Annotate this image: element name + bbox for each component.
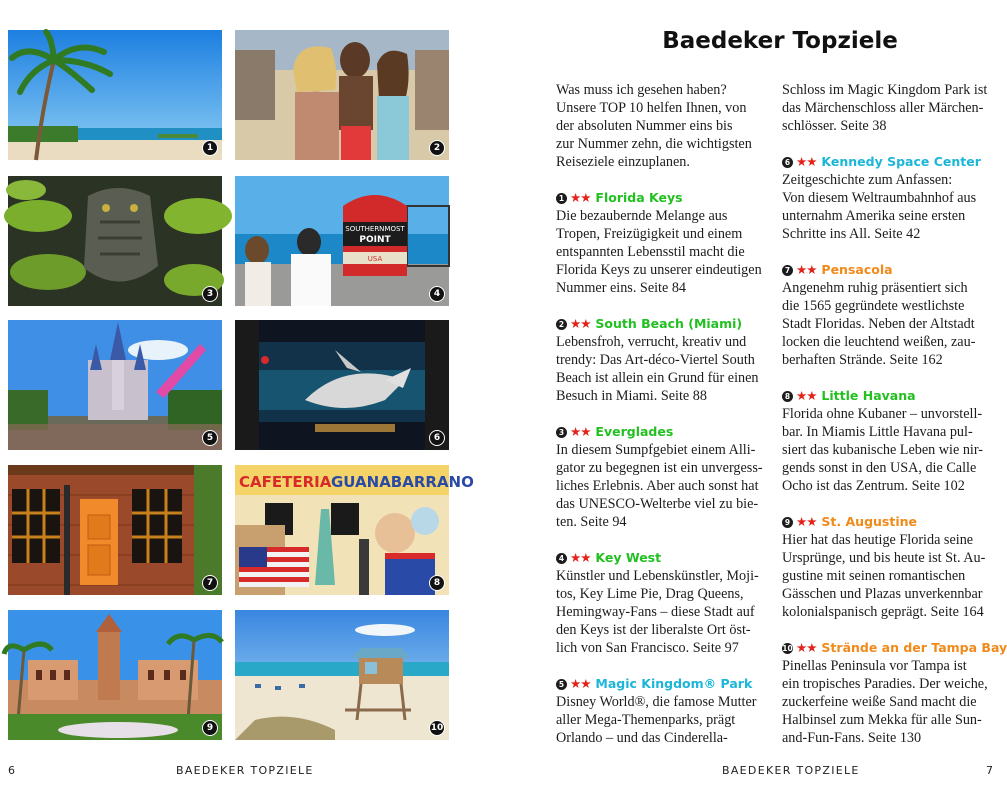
entry-heading bbox=[782, 387, 1007, 405]
number-badge: 9 bbox=[782, 517, 793, 528]
photo-number: 4 bbox=[429, 286, 445, 302]
entry-name: Little Havana bbox=[821, 388, 916, 403]
entry-line: zuckerfeine weiße Sand macht die bbox=[782, 694, 977, 710]
entry-line: Schritte ins All. Seite 42 bbox=[782, 226, 921, 242]
sign-text-cafeteria: CAFETERIA bbox=[239, 473, 332, 491]
space-shuttle-image bbox=[235, 320, 449, 450]
photo-beach-people bbox=[235, 30, 449, 160]
entry-line: Künstler und Lebenskünstler, Moji- bbox=[556, 568, 759, 584]
photo-palm-beach bbox=[8, 30, 222, 160]
entry-heading bbox=[782, 153, 1007, 171]
topziel-entry bbox=[556, 423, 763, 531]
intro-paragraph bbox=[556, 81, 763, 171]
entry-line: die 1565 gegründete westlichste bbox=[782, 298, 965, 314]
entry-line: Zeitgeschichte zum Anfassen: bbox=[782, 172, 953, 188]
entry-line: Florida Keys zu unserer eindeutigen bbox=[556, 262, 762, 278]
entry-line: das Märchenschloss aller Märchen- bbox=[782, 100, 984, 116]
entry-line: tos, Key Lime Pie, Drag Queens, bbox=[556, 586, 744, 602]
star-rating-icon: ★★ bbox=[570, 676, 591, 691]
entry-line: unternahm Amerika seine ersten bbox=[782, 208, 966, 224]
southernmost-point-image bbox=[235, 176, 449, 306]
star-rating-icon: ★★ bbox=[570, 316, 591, 331]
entry-line: berhaften Strände. Seite 162 bbox=[782, 352, 943, 368]
number-badge: 8 bbox=[782, 391, 793, 402]
entry-name: Strände an der Tampa Bay bbox=[821, 640, 1007, 655]
entry-heading bbox=[556, 549, 763, 567]
entry-line: Lebensfroh, verrucht, kreativ und bbox=[556, 334, 747, 350]
entry-line: Hier hat das heutige Florida seine bbox=[782, 532, 974, 548]
number-badge: 3 bbox=[556, 427, 567, 438]
page-title: Baedeker Topziele bbox=[662, 28, 898, 54]
entry-continuation bbox=[782, 81, 1007, 135]
photo-space-shuttle bbox=[235, 320, 449, 450]
photo-cafeteria-mural bbox=[235, 465, 474, 595]
photo-number: 3 bbox=[202, 286, 218, 302]
entry-line: Orlando – und das Cinderella- bbox=[556, 730, 728, 746]
entry-line: den Keys ist der liberalste Ort öst- bbox=[556, 622, 751, 638]
entry-line: Angenehm ruhig präsentiert sich bbox=[782, 280, 968, 296]
star-rating-icon: ★★ bbox=[570, 190, 591, 205]
star-rating-icon: ★★ bbox=[570, 550, 591, 565]
photo-southernmost-point bbox=[235, 176, 449, 306]
photo-number: 6 bbox=[429, 430, 445, 446]
entry-heading bbox=[782, 261, 1007, 279]
photo-alligator bbox=[8, 176, 222, 306]
entry-line: Schloss im Magic Kingdom Park ist bbox=[782, 82, 988, 98]
entry-line: Pinellas Peninsula vor Tampa ist bbox=[782, 658, 967, 674]
number-badge: 7 bbox=[782, 265, 793, 276]
photo-number: 5 bbox=[202, 430, 218, 446]
cafeteria-mural-image bbox=[235, 465, 474, 595]
sign-text-point: POINT bbox=[359, 235, 391, 245]
tampa-beach-image bbox=[235, 610, 449, 740]
entry-line: Halbinsel zum Mekka für alle Sun- bbox=[782, 712, 982, 728]
topziel-entry bbox=[782, 153, 1007, 243]
topziel-entry bbox=[556, 315, 763, 405]
sign-text-southernmost: SOUTHERNMOST bbox=[345, 225, 405, 233]
entry-line: Stadt Floridas. Neben der Altstadt bbox=[782, 316, 975, 332]
entry-heading bbox=[782, 639, 1007, 657]
entry-heading bbox=[556, 189, 763, 207]
entry-line: gator zu begegnen ist ein unvergess- bbox=[556, 460, 763, 476]
entry-line: Beach ist allein ein Grund für einen bbox=[556, 370, 759, 386]
photo-cinderella-castle bbox=[8, 320, 222, 450]
entry-line: and-Fun-Fans. Seite 130 bbox=[782, 730, 922, 746]
entry-line: In diesem Sumpfgebiet einem Alli- bbox=[556, 442, 756, 458]
intro-line: Unsere TOP 10 helfen Ihnen, von bbox=[556, 100, 747, 116]
photo-number: 8 bbox=[429, 575, 445, 591]
topziel-entry bbox=[782, 261, 1007, 369]
number-badge: 2 bbox=[556, 319, 567, 330]
beach-people-image bbox=[235, 30, 449, 160]
entry-name: Kennedy Space Center bbox=[821, 154, 981, 169]
intro-line: Was muss ich gesehen haben? bbox=[556, 82, 727, 98]
entry-line: Ocho ist das Zentrum. Seite 102 bbox=[782, 478, 965, 494]
entry-line: locken die leuchtend weißen, zau- bbox=[782, 334, 976, 350]
entry-heading bbox=[556, 675, 763, 693]
entry-line: liches Erlebnis. Aber auch sonst hat bbox=[556, 478, 759, 494]
entry-line: das UNESCO-Welterbe viel zu bie- bbox=[556, 496, 759, 512]
entry-line: Ursprünge, und bis heute ist St. Au- bbox=[782, 550, 986, 566]
cinderella-castle-image bbox=[8, 320, 222, 450]
entry-line: Hemingway-Fans – diese Stadt auf bbox=[556, 604, 755, 620]
star-rating-icon: ★★ bbox=[796, 262, 817, 277]
number-badge: 4 bbox=[556, 553, 567, 564]
star-rating-icon: ★★ bbox=[570, 424, 591, 439]
photo-st-augustine bbox=[8, 610, 222, 740]
entry-line: bar. In Miamis Little Havana pul- bbox=[782, 424, 973, 440]
entry-line: gustine mit seinen romantischen bbox=[782, 568, 966, 584]
entry-name: Key West bbox=[595, 550, 662, 565]
star-rating-icon: ★★ bbox=[796, 640, 817, 655]
entry-heading bbox=[556, 423, 763, 441]
entry-line: lich von San Francisco. Seite 97 bbox=[556, 640, 739, 656]
entry-line: Disney World®, die famose Mutter bbox=[556, 694, 757, 710]
entry-line: kolonialspanisch geprägt. Seite 164 bbox=[782, 604, 984, 620]
palm-beach-image bbox=[8, 30, 222, 160]
photo-number: 10 bbox=[429, 720, 445, 736]
star-rating-icon: ★★ bbox=[796, 514, 817, 529]
photo-pensacola-house bbox=[8, 465, 222, 595]
entry-line: gends sonst in den USA, die Calle bbox=[782, 460, 977, 476]
intro-line: zur Nummer zehn, die wichtigsten bbox=[556, 136, 752, 152]
entry-line: schlösser. Seite 38 bbox=[782, 118, 887, 134]
entry-name: South Beach (Miami) bbox=[595, 316, 743, 331]
entry-line: siert das kubanische Leben wie nir- bbox=[782, 442, 984, 458]
entry-name: St. Augustine bbox=[821, 514, 917, 529]
photo-tampa-beach bbox=[235, 610, 449, 740]
entry-name: Florida Keys bbox=[595, 190, 683, 205]
page-number-left: 6 bbox=[8, 764, 15, 777]
running-footer-left: BAEDEKER TOPZIELE bbox=[176, 764, 314, 777]
number-badge: 1 bbox=[556, 193, 567, 204]
topziel-entry bbox=[782, 387, 1007, 495]
number-badge: 10 bbox=[782, 644, 793, 653]
star-rating-icon: ★★ bbox=[796, 154, 817, 169]
photo-number: 1 bbox=[202, 140, 218, 156]
entry-line: aller Mega-Themenparks, prägt bbox=[556, 712, 736, 728]
entry-line: Gässchen und Plazas unverkennbar bbox=[782, 586, 983, 602]
intro-line: der absoluten Nummer eins bis bbox=[556, 118, 733, 134]
alligator-image bbox=[8, 176, 222, 306]
entry-line: Besuch in Miami. Seite 88 bbox=[556, 388, 707, 404]
text-column-right bbox=[782, 81, 1007, 747]
photo-number: 2 bbox=[429, 140, 445, 156]
pensacola-house-image bbox=[8, 465, 222, 595]
text-column-left bbox=[556, 81, 763, 747]
st-augustine-image bbox=[8, 610, 222, 740]
topziel-entry bbox=[782, 639, 1007, 747]
photo-number: 9 bbox=[202, 720, 218, 736]
entry-line: Florida ohne Kubaner – unvorstell- bbox=[782, 406, 983, 422]
entry-line: trendy: Das Art-déco-Viertel South bbox=[556, 352, 755, 368]
entry-name: Pensacola bbox=[821, 262, 893, 277]
number-badge: 6 bbox=[782, 157, 793, 168]
entry-line: Von diesem Weltraumbahnhof aus bbox=[782, 190, 977, 206]
topziel-entry bbox=[556, 675, 763, 747]
entry-name: Magic Kingdom® Park bbox=[595, 676, 753, 691]
photo-number: 7 bbox=[202, 575, 218, 591]
topziel-entry bbox=[782, 513, 1007, 621]
entry-heading bbox=[782, 513, 1007, 531]
intro-line: Reiseziele einzuplanen. bbox=[556, 154, 690, 170]
sign-text-usa: USA bbox=[367, 255, 383, 263]
star-rating-icon: ★★ bbox=[796, 388, 817, 403]
entry-line: Die bezaubernde Melange aus bbox=[556, 208, 728, 224]
running-footer-right: BAEDEKER TOPZIELE bbox=[722, 764, 860, 777]
topziel-entry bbox=[556, 189, 763, 297]
entry-line: Tropen, Freizügigkeit und einem bbox=[556, 226, 743, 242]
topziel-entry bbox=[556, 549, 763, 657]
entry-line: entspannten Lebensstil macht die bbox=[556, 244, 745, 260]
sign-text-guanabarrano: GUANABARRANO bbox=[331, 473, 474, 491]
entry-line: Nummer eins. Seite 84 bbox=[556, 280, 687, 296]
page-number-right: 7 bbox=[986, 764, 993, 777]
entry-heading bbox=[556, 315, 763, 333]
entry-line: ein tropisches Paradies. Der weiche, bbox=[782, 676, 988, 692]
entry-line: ten. Seite 94 bbox=[556, 514, 627, 530]
entry-name: Everglades bbox=[595, 424, 674, 439]
number-badge: 5 bbox=[556, 679, 567, 690]
